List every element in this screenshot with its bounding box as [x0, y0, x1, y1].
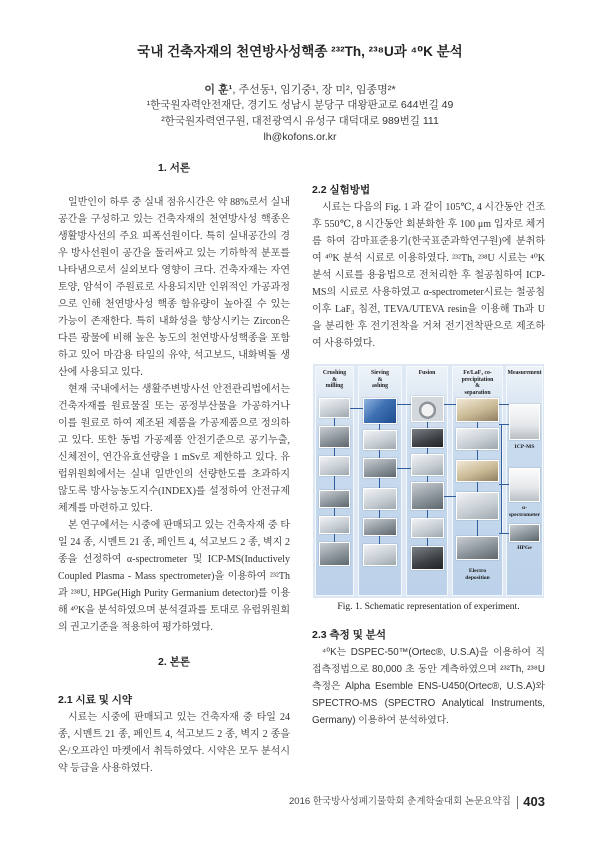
ashing-photo [363, 488, 397, 510]
milling-photo [319, 456, 350, 476]
introduction-paragraph: 현재 국내에서는 생활주변방사선 안전관리법에서는 건축자재를 원료물질 또는 공정부산물을 가공하거나 이를 원료로 하여 제조된 제품을 가공제품으로 정의하고 있다. 또한 동법 가공제품 안전기준으로 공기누출, 신체전이, 연간유효선량을 1 mSv로 제한하고 있다. 유럽위원회에서는 실내 일반인의 선량한도를 초과하지 않도록 방사능농도지수(INDEX)를 설정하여 안전규제 체계를 마련하고 있다. [58, 384, 290, 514]
affiliations [30, 97, 570, 145]
centrifuge-photo [456, 428, 499, 450]
flow-arrow [397, 468, 411, 469]
crushing-photo [319, 398, 350, 418]
coprecipitation-separation-header: Fe/LaF₃ co- precipitation & separation [461, 370, 494, 396]
hpge-detector-photo [509, 524, 540, 542]
contact-email: lh@kofons.or.kr [263, 131, 337, 143]
sieve-shaker-photo [363, 398, 397, 424]
footer-divider [517, 796, 519, 809]
right-column [312, 182, 545, 729]
fusion-photo [411, 546, 444, 570]
sample-container-photo [363, 544, 397, 566]
subsection-heading-method: 2.2 실험방법 [312, 184, 371, 196]
page-footer [289, 794, 545, 810]
hpge-label: HPGe [517, 545, 532, 551]
alpha-spectrometer-instrument-photo [509, 468, 540, 502]
sample-photo [319, 516, 350, 534]
introduction-paragraph: 일반인이 하루 중 실내 점유시간은 약 88%로서 실내공간을 구성하고 있는 건축자재의 천연방사성 핵종은 생활방사선의 주요 피폭선원이다. 특히 실내공간의 경우 방사선원이 공간을 둘러싸고 있는 기하학적 분포를 나타냄으로서 실외보다 영향이 크다. 건축자재는 자연 토양, 암석이 주원료로 사용되지만 인위적인 가공과정으로 인해 천연방사성 핵종 함유량이 높아질 수 있는 가능이 존재한다. 특히 내화성을 향상시키는 Zircon은 다른 광물에 비해 높은 농도의 천연방사성핵종을 포함하고 있어 마감용 타일의 유약, 석고보드, 내화벽돌 생산에 사용되고 있다. [58, 197, 290, 378]
filtration-photo [456, 460, 499, 482]
sample-photo [319, 542, 350, 566]
section-heading-introduction: 1. 서론 [158, 162, 190, 174]
electro-deposition-label: Electro deposition [465, 568, 490, 581]
ashing-photo [363, 518, 397, 536]
sieving-ashing-header: Sieving & ashing [370, 370, 390, 389]
sieve-photo [363, 430, 397, 450]
alpha-spectrometer-label: α- spectrometer [508, 505, 541, 518]
proceedings-title: 2016 한국방사성폐기물학회 춘계학술대회 논문요약집 [289, 796, 511, 807]
left-column [58, 160, 290, 777]
method-paragraph: 시료는 다음의 Fig. 1 과 같이 105℃, 4 시간동안 건조 후 550℃, 8 시간동안 회분화한 후 100 μm 입자로 체거름 하여 감마표준용기(한국표준과학연구원)에 분취하여 ⁴⁰K 분석 시료로 이용하였다. ²³²Th, ²³⁸U 시료는 ⁴⁰K 분석 시료를 용융법으로 전처리한 후 철공침하여 ICP-MS의 시료로 사용하였고 α-spectrometer시료는 철공침 이후 LaF₃ 침전, TEVA/UTEVA resin을 이용해 Th과 U을 분리한 후 전기전착을 거쳐 전기전착판으로 제조하여 사용하였다. [312, 202, 545, 349]
first-author: 이 훈¹ [204, 84, 233, 96]
flow-arrow [501, 424, 502, 534]
co-authors: , 주선동¹, 임기중¹, 장 미², 임종명²* [232, 84, 396, 96]
fusion-photo [411, 454, 444, 476]
measurement-paragraph: ⁴⁰K는 DSPEC-50™(Ortec®, U.S.A)을 이용하여 직접측정법으로 80,000 초 동안 계측하였으며 ²³²Th, ²³⁸U 측정은 Alpha Esemble ENS-U450(Ortec®, U.S.A)와 SPECTRO-MS (SPECTRO Analytical Instruments, Germany) 이용하여 분석하였다. [312, 647, 545, 726]
fusion-furnace-photo [411, 482, 444, 510]
fusion-photo [411, 518, 444, 538]
experiment-schematic-figure [313, 364, 544, 598]
flow-arrow [499, 424, 509, 425]
flow-arrow [350, 408, 363, 409]
icp-ms-instrument-photo [509, 404, 540, 440]
fusion-photo [411, 428, 444, 448]
introduction-body [58, 194, 290, 636]
section-heading-main: 2. 본론 [158, 656, 190, 668]
crushing-milling-header: Crushing & milling [322, 370, 347, 389]
author-list [30, 82, 570, 98]
icp-ms-label: ICP-MS [514, 444, 535, 450]
electrodeposition-photo [456, 536, 499, 560]
measurement-header: Measurement [507, 370, 542, 376]
page-number: 403 [523, 794, 545, 809]
samples-paragraph: 시료는 시중에 판매되고 있는 건축자재 중 타일 24 종, 시멘트 21 종, 페인트 4, 석고보드 2 종, 벽지 2 종을 온/오프라인 마켓에서 취득하였다. 시약은 모두 분석시약 등급을 사용하였다. [58, 712, 290, 774]
flow-arrow [499, 533, 509, 534]
resin-column-photo [456, 492, 499, 520]
milling-photo [319, 426, 350, 448]
subsection-heading-samples: 2.1 시료 및 시약 [58, 694, 133, 706]
sample-photo [319, 490, 350, 508]
flow-arrow [444, 496, 456, 497]
furnace-photo [363, 458, 397, 478]
flow-arrow [499, 484, 509, 485]
figure-caption: Fig. 1. Schematic representation of experiment. [337, 601, 520, 612]
fusion-header: Fusion [418, 370, 436, 376]
fusion-crucible-photo [411, 396, 444, 422]
paper-title: 국내 건축자재의 천연방사성핵종 ²³²Th, ²³⁸U과 ⁴⁰K 분석 [137, 44, 463, 59]
affiliation-1: ¹한국원자력안전재단, 경기도 성남시 분당구 대왕판교로 644번길 49 [146, 99, 454, 111]
affiliation-2: ²한국원자력연구원, 대전광역시 유성구 대덕대로 989번길 111 [161, 115, 439, 127]
coprecipitation-photo [456, 398, 499, 422]
introduction-paragraph: 본 연구에서는 시중에 판매되고 있는 건축자재 중 타일 24 종, 시멘트 21 종, 페인트 4, 석고보드 2 종, 벽지 2 종을 선정하여 α-spectrometer 및 ICP-MS(Inductively Coupled Plasma - Mass spectrometer)을 이용하여 ²³²Th과 ²³⁸U, HPGe(High Purity Germanium detector)를 이용해 ⁴⁰K을 분석하였으며 분석결과를 토대로 유럽위원회의 권고기준을 적용하여 평가하였다. [58, 520, 290, 633]
subsection-heading-measurement: 2.3 측정 및 분석 [312, 629, 387, 641]
